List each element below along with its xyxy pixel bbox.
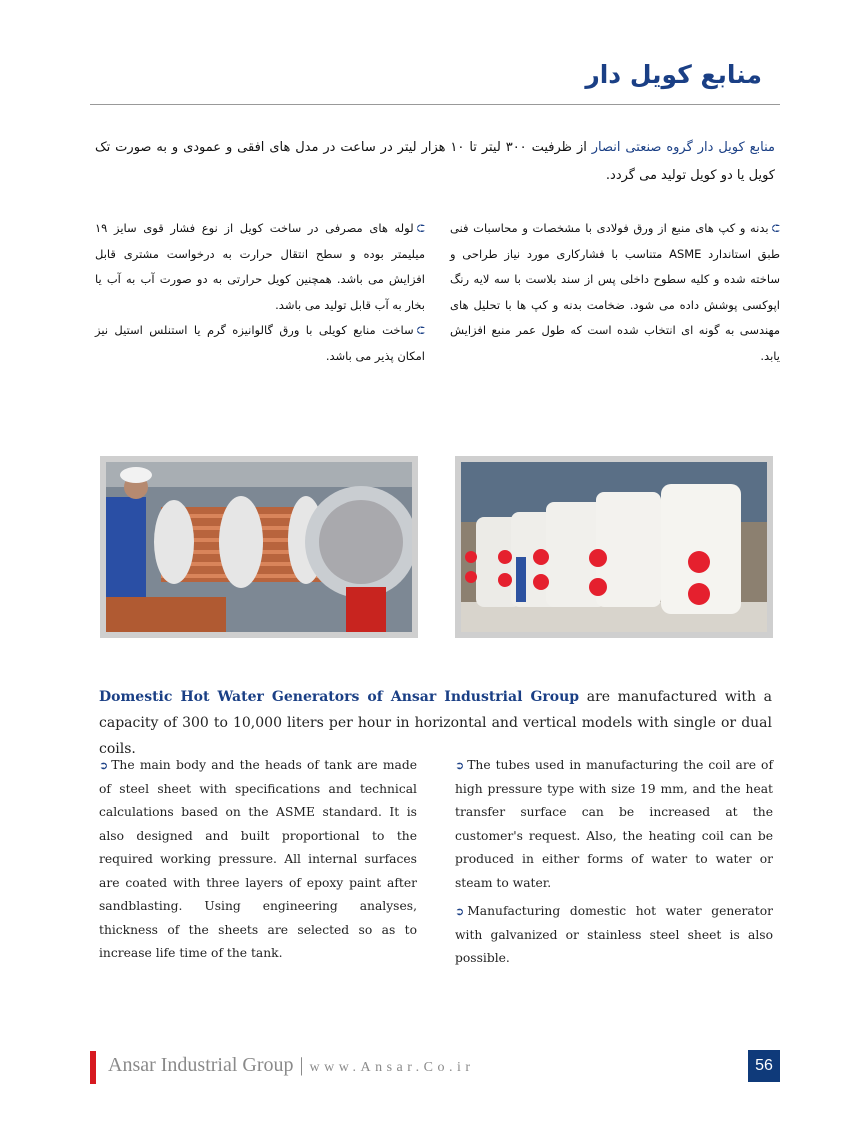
footer-separator: | [299,1054,304,1076]
persian-intro-text: از ظرفیت ۳۰۰ لیتر تا ۱۰ هزار لیتر در ساعت در مدل های افقی و عمودی و به صورت تک کویل یا دو کویل تولید می گردد. [95,140,775,183]
page-title: منابع کویل دار [585,60,762,89]
title-divider [90,104,780,105]
arrow-right-circle-icon: ➲ [99,759,109,772]
footer-website-link[interactable]: www.Ansar.Co.ir [309,1060,475,1075]
english-bullet [455,900,773,971]
persian-bullet [95,318,425,369]
coil-tube-bundle-photo [100,456,418,638]
storage-tanks-photo [455,456,773,638]
persian-bullet [95,216,425,318]
footer-accent-bar [90,1051,96,1084]
arrow-right-circle-icon: ➲ [455,905,465,918]
persian-bullet-text: بدنه و کپ های منبع از ورق فولادی با مشخصات و محاسبات فنی طبق استاندارد ASME متناسب با فشارکاری مورد نیاز طراحی و ساخته شده و کلیه سطوح داخلی پس از سند بلاست با سه لایه رنگ اپوکسی پوشش داده می شود. ضخامت بدنه و کپ ها با تحلیل های مهندسی به گونه ای انتخاب شده است که طول عمر منبع افزایش یابد. [450,221,781,363]
arrow-left-circle-icon: ⮈ [416,324,425,337]
english-intro-highlight: Domestic Hot Water Generators of Ansar Industrial Group [99,689,580,705]
page-number: 56 [748,1050,780,1082]
footer [108,1054,475,1077]
english-bullet [99,754,417,966]
arrow-right-circle-icon: ➲ [455,759,465,772]
persian-bullet [450,216,780,369]
english-bullet-text: The main body and the heads of tank are made of steel sheet with specifications and technical calculations based on the ASME standard. It is also designed and built proportional to the required working pressure. All internal surfaces are coated with three layers of epoxy paint after sandblasting. Using engineering analyses, thickness of the sheets are selected so as to increase life time of the tank. [99,758,417,960]
english-column-left [99,754,417,971]
persian-intro [95,134,775,190]
english-bullet-text: Manufacturing domestic hot water generator with galvanized or stainless steel sheet is also possible. [455,904,773,965]
persian-bullet-text: لوله های مصرفی در ساخت کویل از نوع فشار قوی سایز ۱۹ میلیمتر بوده و سطح انتقال حرارت به درخواست مشتری قابل افزایش می باشد. همچنین کویل حرارتی به دو صورت آب به آب یا بخار به آب قابل تولید می باشد. [95,221,425,312]
english-intro-text: are manufactured with a capacity of 300 to 10,000 liters per hour in horizontal and vertical models with single or dual coils. [99,689,772,757]
persian-bullet-text: ساخت منابع کویلی با ورق گالوانیزه گرم یا استنلس استیل نیز امکان پذیر می باشد. [95,323,425,363]
english-column-right [455,754,773,976]
english-intro [99,684,772,762]
arrow-left-circle-icon: ⮈ [771,222,780,235]
footer-company: Ansar Industrial Group [108,1054,294,1076]
english-bullet [455,754,773,895]
persian-column-left [95,216,425,369]
arrow-left-circle-icon: ⮈ [416,222,425,235]
persian-intro-highlight: منابع کویل دار گروه صنعتی انصار [591,140,775,155]
persian-column-right [450,216,780,369]
english-bullet-text: The tubes used in manufacturing the coil are of high pressure type with size 19 mm, and the heat transfer surface can be increased at the customer's request. Also, the heating coil can be produced in either forms of water to water or steam to water. [455,758,773,890]
